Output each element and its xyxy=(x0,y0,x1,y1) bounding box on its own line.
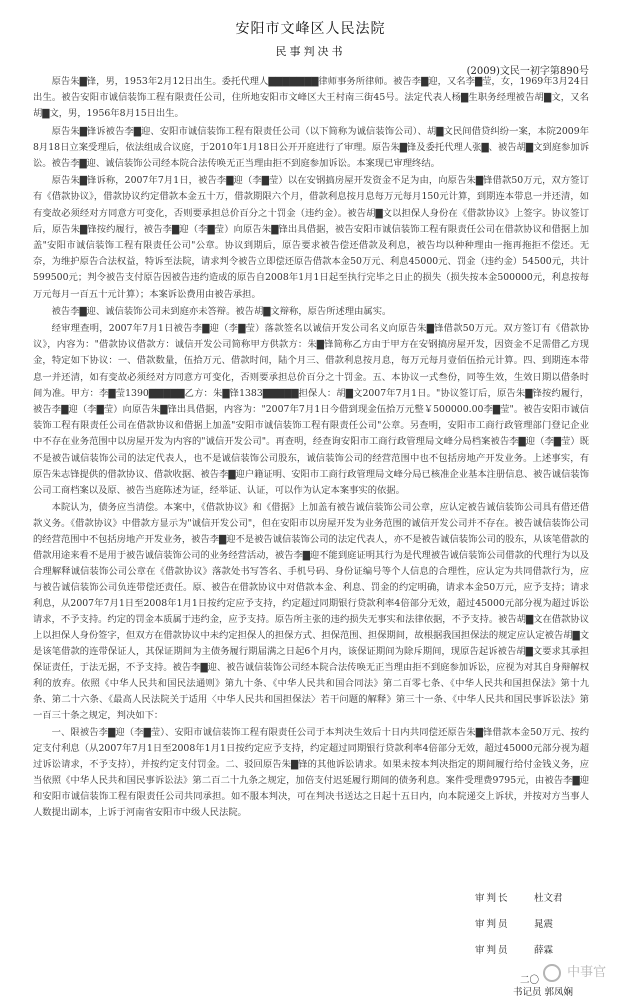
findings-paragraph: 经审理查明，2007年7月1日被告李▇迎（李▇莹）落款签名以诚信开发公司名义向原告朱▇锋借款50万元。双方签订有《借款协议》，内容为："借款协议借款方：诚信开发公司简称甲方供款方：朱▇锋简称乙方由于甲方在安钢搞房屋开发，因资金不足需借乙方现金，特定如下协议：一、借款数量，伍拾万元、借款时间，陆个月三、借款利息按月息，每万元每月壹佰伍拾元计算。四、到期连本带息一并还清，如有变故必须经对方同意方可变化，否则要承担总价百分之十罚金。五、本协议一式叁份，同等生效，生效日期以借条时间为准。甲方：李▇莹1390▇▇▇▇▇乙方：朱▇锋1383▇▇▇▇▇担保人：胡▇文2007年7月1日。"协议签订后，原告朱▇锋按约履行，被告李▇迎（李▇莹）向原告朱▇锋出具借据，内容为："2007年7月1日今借到现金伍拾万元整￥500000.00李▇莹"。被告安阳市诚信装饰工程有限责任公司在借款协议和借据上加盖"安阳市诚信装饰工程有限责任公司"公章。另查明，安阳市工商行政管理部门登记企业中不存在业务范围中以房屋开发为内容的"诚信开发公司"。再查明，经查询安阳市工商行政管理局文峰分局档案被告李▇迎（李▇莹）既不是被告诚信装饰公司的法定代表人，也不是诚信装饰公司股东，诚信装饰公司的经营范围中也不包括房地产开发业务。上述事实，有原告朱志锋提供的借款协议、借款收据、被告李▇迎户籍证明、安阳市工商行政管理局文峰分局已核准企业基本注册信息、被告诚信装饰公司工商档案以及原、被告当庭陈述为证，经举证、认证，可以作为认定本案事实的依据。 xyxy=(33,323,589,497)
signature-role: 审判员 xyxy=(475,945,510,956)
signature-name: 薛霖 xyxy=(534,945,554,956)
judgment-date: 二〇 xyxy=(520,975,540,986)
signature-name: 晁震 xyxy=(534,919,554,930)
procedure-paragraph: 原告朱▇锋诉被告李▇迎、安阳市诚信装饰工程有限责任公司（以下简称为诚信装饰公司）、胡▇文民间借贷纠纷一案，本院2009年8月18日立案受理后，依法组成合议庭，于2010年1月18日公开开庭进行了审理。原告朱▇锋及委托代理人张▇、被告胡▇文到庭参加诉讼。被告李▇迎、诚信装饰公司经本院合法传唤无正当理由拒不到庭参加诉讼。本案现已审理终结。 xyxy=(33,125,589,170)
court-opinion-paragraph: 本院认为，债务应当清偿。本案中，《借款协议》和《借据》上加盖有被告诚信装饰公司公章，应认定被告诚信装饰公司具有借还借款义务。《借款协议》中借款方显示为"诚信开发公司"，但在安阳市以房屋开发为业务范围的诚信开发公司并不存在。被告诚信装饰公司的经营范围中不包括房地产开发业务，被告李▇迎不是被告诚信装饰公司的法定代表人，亦不是被告诚信装饰公司的股东，从该笔借款的借款用途来看不是用于被告诚信装饰公司的业务经营活动，被告李▇迎不能到庭证明其行为是代理被告诚信装饰公司借款的代理行为以及合理解释诚信装饰公司公章在《借款协议》落款处书写答名、手机号码、身份证编号等个人信息的合理性，应认定为共同借款行为，应与被告诚信装饰公司负连带偿还责任。原、被告在借款协议中对借款本金、利息、罚金的约定明确，请求本金50万元，应予支持；请求利息，从2007年7月1日至2008年1月1日按约定应予支持，约定超过同期银行贷款利率4倍部分无效，超过45000元部分视为超过诉讼请求，不予支持。约定的罚金本质属于违约金，应予支持。原告所主张的违约损失无事实和法律依据，不予支持。被告胡▇文在借款协议上以担保人身份签字，但双方在借款协议中未约定担保人的担保方式、担保范围、担保期间，故根据我国担保法的规定应认定被告胡▇文是该笔借款的连带保证人，其保证期间为主债务履行期届满之日起6个月内，该保证期间为除斥期间，现原告起诉被告胡▇文要求其承担保证责任，于法无据，不予支持。被告李▇迎、被告诚信装饰公司经本院合法传唤无正当理由拒不到庭参加诉讼，应视为对其自身辩解权利的放弃。依照《中华人民共和国民法通则》第九十条、《中华人民共和国合同法》第二百零七条、《中华人民共和国担保法》第十九条、第二十六条、《最高人民法院关于适用〈中华人民共和国担保法〉若干问题的解释》第三十一条、《中华人民共和国民事诉讼法》第一百三十条之规定，判决如下： xyxy=(33,502,589,722)
watermark xyxy=(543,961,607,983)
signature-row xyxy=(475,916,595,942)
case-number: (2009)文民一初字第890号 xyxy=(466,66,589,77)
signature-role: 审判长 xyxy=(475,893,510,904)
plaintiff-claim-paragraph: 原告朱▇锋诉称，2007年7月1日，被告李▇迎（李▇莹）以在安钢搞房屋开发资金不足为由，向原告朱▇锋借款50万元，双方签订有《借款协议》，借款协议约定借款本金五十万，借款期限六个月，借款利息按月息每万元每月150元计算，到期连本带息一并还清，如有变故必须经对方同意方可变化，否则要承担总价百分之十罚金（违约金）。被告胡▇文以担保人身份在《借款协议》上签字。协议签订后，原告朱▇锋按约履行，被告李▇迎（李▇莹）向原告朱▇锋出具借据，被告安阳市诚信装饰工程有限责任公司在借款协议和借据上加盖"安阳市诚信装饰工程有限责任公司"公章。协议到期后，原告要求被告偿还借款及利息，被告均以种种理由一拖再拖拒不偿还。无奈，为维护原告合法权益，特诉至法院，请求判令被告立即偿还原告借款本金50万元、利息45000元、罚金（违约金）54500元，共计599500元；判令被告支付原告因被告违约造成的原告自2008年1月1日起至执行完毕之日止的损失（损失按本金500000元，利息按每万元每月一百五十元计算）；本案诉讼费用由被告承担。 xyxy=(33,175,589,300)
defense-paragraph: 被告李▇迎、诚信装饰公司未到庭亦未答辩。被告胡▇文辩称，原告所述理由属实。 xyxy=(51,305,392,317)
clerk-role: 书记员 xyxy=(513,987,542,998)
watermark-text: 中事官 xyxy=(567,965,607,980)
watermark-logo-icon xyxy=(543,964,561,982)
clerk-name: 郭凤娴 xyxy=(544,987,574,998)
signature-name: 杜文君 xyxy=(534,893,563,904)
verdict-paragraph: 一、限被告李▇迎（李▇莹）、安阳市诚信装饰工程有限责任公司于本判决生效后十日内共同偿还原告朱▇锋借款本金50万元、按约定支付利息（从2007年7月1日至2008年1月1日按约定应予支持，约定超过同期银行贷款利率4倍部分无效，超过45000元部分视为超过诉讼请求，不予支持），并按约定支付罚金。二、驳回原告朱▇锋的其他诉讼请求。如果未按本判决指定的期间履行给付金钱义务，应当依照《中华人民共和国民事诉讼法》第二百二十九条之规定，加倍支付迟延履行期间的债务利息。案件受理费9795元，由被告李▇迎和安阳市诚信装饰工程有限责任公司共同承担。如不服本判决，可在判决书送达之日起十五日内，向本院递交上诉状，并按对方当事人人数提出副本，上诉于河南省安阳市中级人民法院。 xyxy=(33,727,589,819)
court-name: 安阳市文峰区人民法院 xyxy=(235,21,386,37)
clerk-line xyxy=(513,984,573,998)
signature-row xyxy=(475,890,595,916)
judgment-body xyxy=(33,74,589,822)
document-type: 民事判决书 xyxy=(275,45,346,58)
signature-block xyxy=(475,890,595,968)
signature-role: 审判员 xyxy=(475,919,510,930)
parties-paragraph: 原告朱▇锋，男，1953年2月12日出生。委托代理人▇▇▇▇▇▇▇律师事务所律师。被告李▇迎，又名李▇莹，女，1969年3月24日出生。被告安阳市诚信装饰工程有限责任公司，住所地安阳市文峰区大王村南三街45号。法定代表人杨▇生职务经理被告胡▇文，又名胡▇文，男，1956年8月15日出生。 xyxy=(33,76,589,120)
